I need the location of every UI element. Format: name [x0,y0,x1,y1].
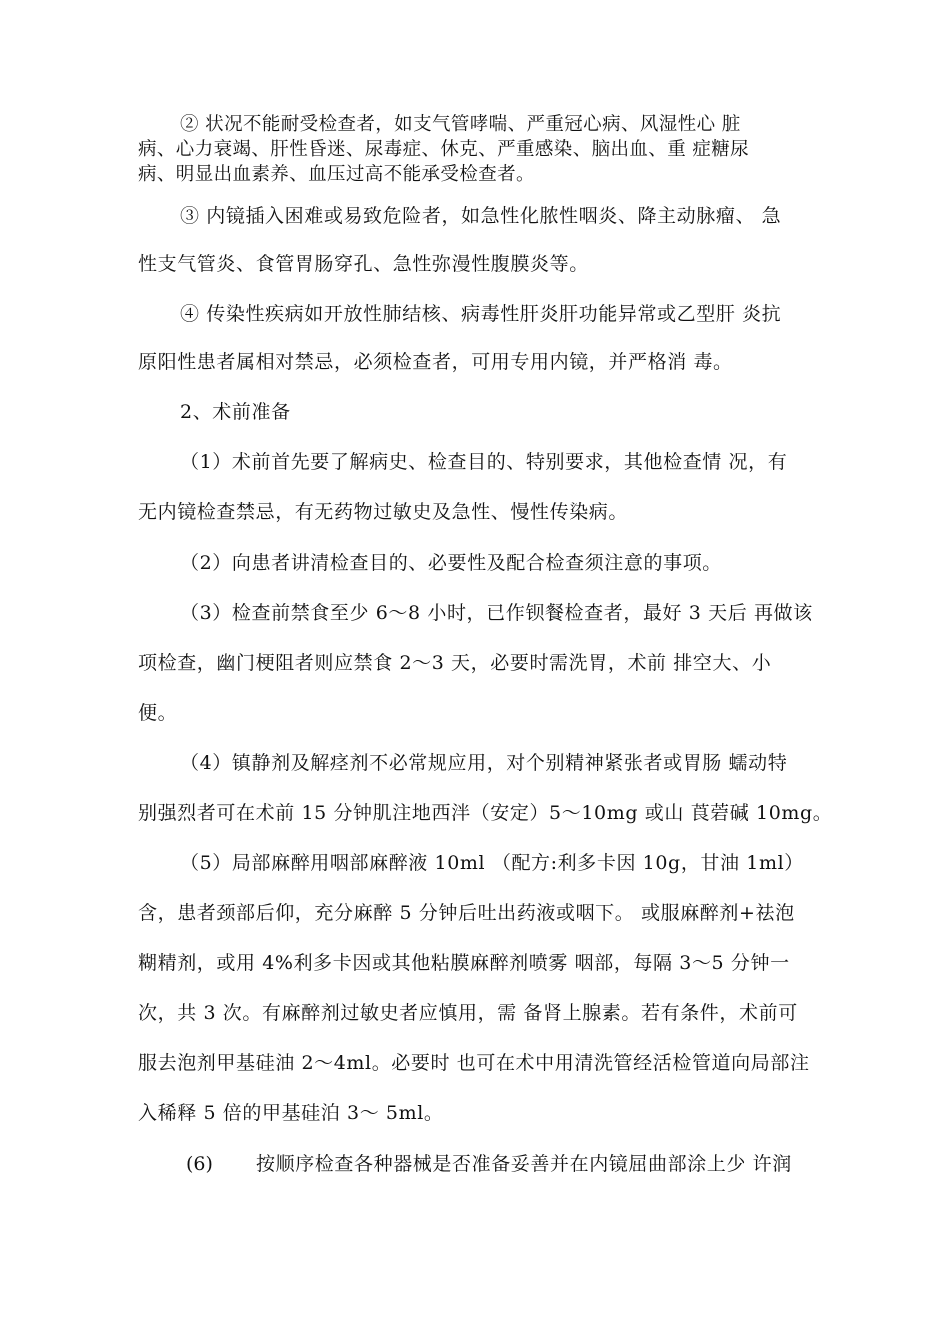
text-line: 便。 [138,702,178,724]
text-line: 按顺序检查各种器械是否准备妥善并在内镜屈曲部涂上少 许润 [256,1153,792,1175]
text-line: 服去泡剂甲基硅油 2〜4ml。必要时 也可在术中用清洗管经活检管道向局部注 [138,1052,810,1074]
text-line: （4）镇静剂及解痉剂不必常规应用，对个别精神紧张者或胃肠 蠕动特 [180,752,788,774]
text-line: 无内镜检查禁忌，有无药物过敏史及急性、慢性传染病。 [138,501,629,523]
text-line: （2）向患者讲清检查目的、必要性及配合检查须注意的事项。 [180,552,722,574]
text-line: 病、明显出血素养、血压过高不能承受检查者。 [138,164,535,185]
text-line: 原阳性患者属相对禁忌，必须检查者，可用专用内镜，并严格消 毒。 [138,351,733,373]
text-line: 性支气管炎、食管胃肠穿孔、急性弥漫性腹膜炎等。 [138,253,589,275]
item-number-label: (6) [186,1153,213,1175]
text-line: ③ 内镜插入困难或易致危险者，如急性化脓性咽炎、降主动脉瘤、 急 [180,205,782,227]
section-heading: 2、术前准备 [180,401,291,423]
text-line: （3）检查前禁食至少 6〜8 小时，已作钡餐检查者，最好 3 天后 再做该 [180,602,813,624]
text-line: ② 状况不能耐受检查者，如支气管哮喘、严重冠心病、风湿性心 脏 [180,114,741,135]
text-line: 别强烈者可在术前 15 分钟肌注地西泮（安定）5〜10mg 或山 莨菪碱 10mg。 [138,802,833,824]
text-line: 项检查，幽门梗阻者则应禁食 2〜3 天，必要时需洗胃，术前 排空大、小 [138,652,772,674]
text-line: 糊精剂，或用 4%利多卡因或其他粘膜麻醉剂喷雾 咽部，每隔 3〜5 分钟一 [138,952,790,974]
text-line: （1）术前首先要了解病史、检查目的、特别要求，其他检查情 况，有 [180,451,788,473]
text-line: 病、心力衰竭、肝性昏迷、尿毒症、休克、严重感染、脑出血、重 症糖尿 [138,139,750,160]
text-line: （5）局部麻醉用咽部麻醉液 10ml （配方:利多卡因 10g，甘油 1ml） [180,852,804,874]
text-line: ④ 传染性疾病如开放性肺结核、病毒性肝炎肝功能异常或乙型肝 炎抗 [180,303,782,325]
text-line: 含，患者颈部后仰，充分麻醉 5 分钟后吐出药液或咽下。 或服麻醉剂+祛泡 [138,902,795,924]
text-line: 次，共 3 次。有麻醉剂过敏史者应慎用，需 备肾上腺素。若有条件，术前可 [138,1002,798,1024]
text-line: 入稀释 5 倍的甲基硅泊 3〜 5ml。 [138,1102,444,1124]
